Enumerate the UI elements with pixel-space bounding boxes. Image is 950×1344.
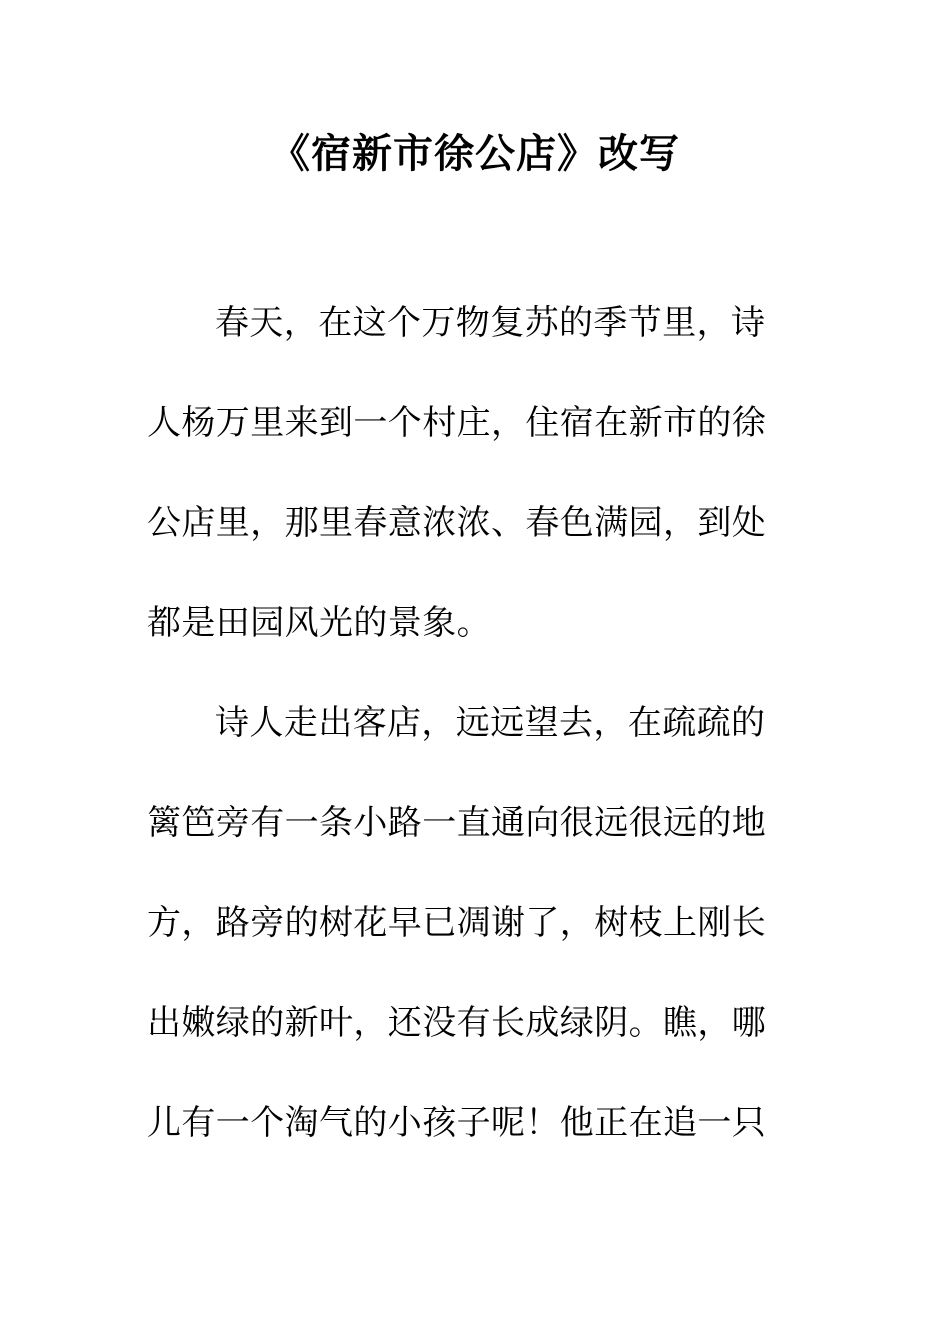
paragraph-1-line-2: 人杨万里来到一个村庄，住宿在新市的徐 [147, 403, 767, 443]
paragraph-2-line-3: 方，路旁的树花早已凋谢了，树枝上刚长 [147, 903, 767, 943]
paragraph-2-line-5: 儿有一个淘气的小孩子呢！他正在追一只 [147, 1103, 767, 1143]
paragraph-2-line-1: 诗人走出客店，远远望去，在疏疏的 [215, 703, 766, 743]
document-title: 《宿新市徐公店》改写 [270, 130, 680, 177]
paragraph-1-line-4: 都是田园风光的景象。 [147, 603, 491, 643]
paragraph-2-line-4: 出嫩绿的新叶，还没有长成绿阴。瞧，哪 [147, 1003, 767, 1043]
paragraph-1-line-3: 公店里，那里春意浓浓、春色满园，到处 [147, 503, 767, 543]
paragraph-2-line-2: 篱笆旁有一条小路一直通向很远很远的地 [147, 803, 767, 843]
paragraph-1-line-1: 春天，在这个万物复苏的季节里，诗 [215, 303, 766, 343]
